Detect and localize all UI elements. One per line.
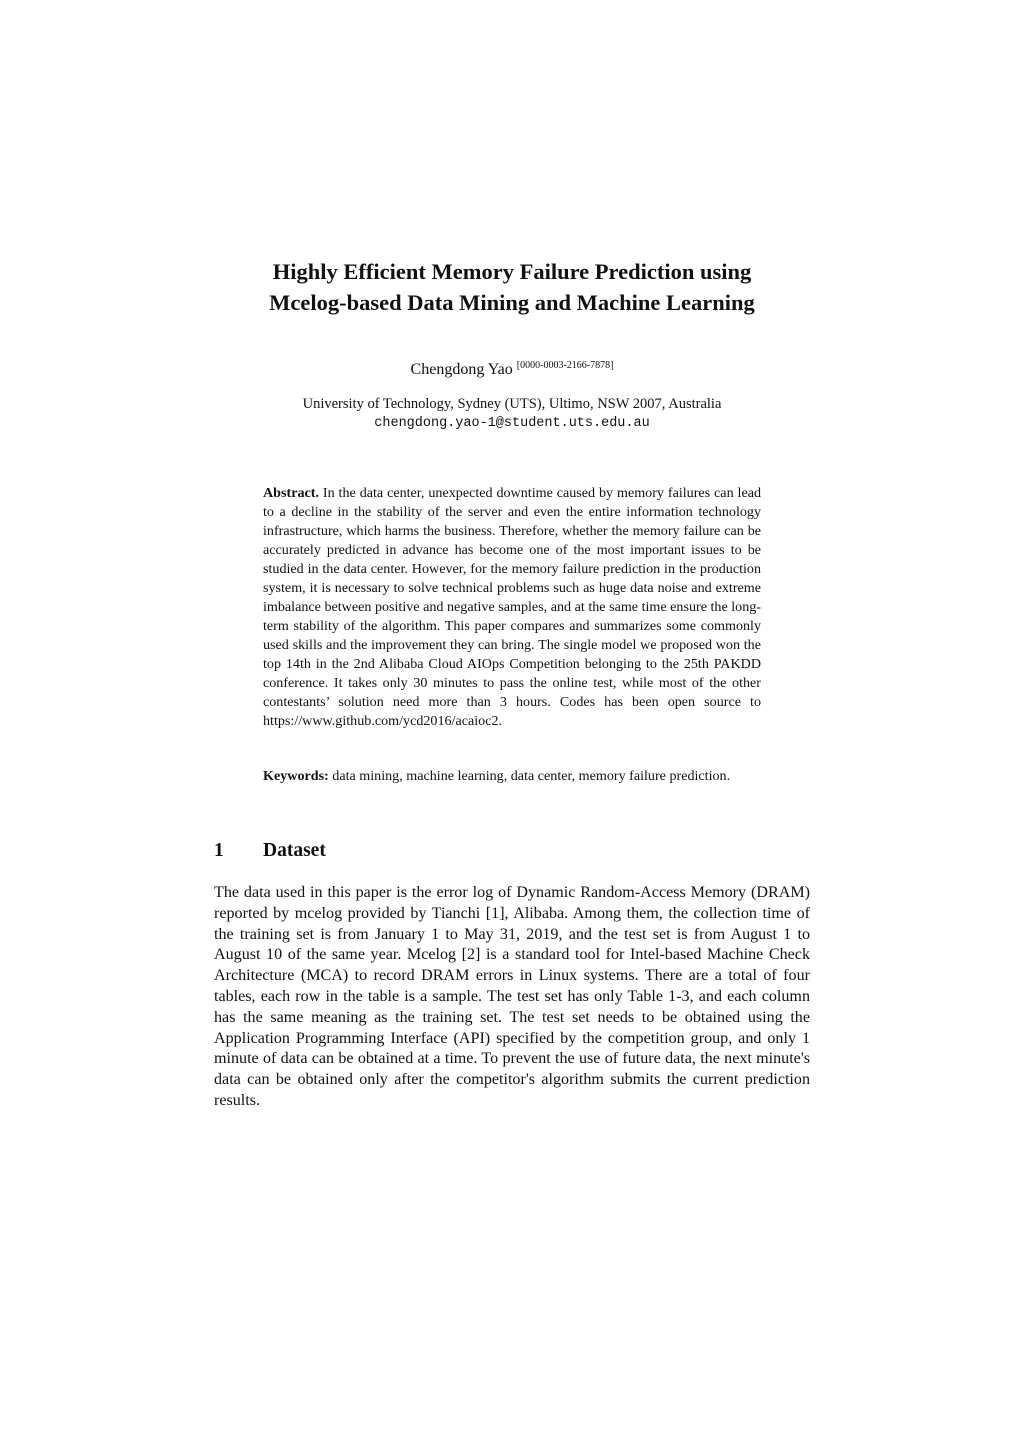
section-body: The data used in this paper is the error log of Dynamic Random-Access Memory (DRAM) reported by mcelog provided by Tianchi [1], Alibaba. Among them, the collection time of the training set is from January 1 to May 31, 2019, and the test set is from August 1 to August 10 of the same year. Mcelog [2] is a standard tool for Intel-based Machine Check Architecture (MCA) to record DRAM errors in Linux systems. There are a total of four tables, each row in the table is a sample. The test set has only Table 1-3, and each column has the same meaning as the training set. The test set needs to be obtained using the Application Programming Interface (API) specified by the competition group, and only 1 minute of data can be obtained at a time. To prevent the use of future data, the next minute's data can be obtained only after the competitor's algorithm submits the current prediction results. <box>214 884 810 1109</box>
abstract-text: In the data center, unexpected downtime caused by memory failures can lead to a decline in the stability of the server and even the entire information technology infrastructure, which harms the business. Therefore, whether the memory failure can be accurately predicted in advance has become one of the most important issues to be studied in the data center. However, for the memory failure prediction in the production system, it is necessary to solve technical problems such as huge data noise and extreme imbalance between positive and negative samples, and at the same time ensure the long-term stability of the algorithm. This paper compares and summarizes some commonly used skills and the improvement they can bring. The single model we proposed won the top 14th in the 2nd Alibaba Cloud AIOps Competition belonging to the 25th PAKDD conference. It takes only 30 minutes to pass the online test, while most of the other contestants’ solution need more than 3 hours. Codes has been open source to https://www.github.com/ycd2016/acaioc2. <box>263 485 761 729</box>
section-title: Dataset <box>263 840 326 861</box>
keywords <box>263 767 761 787</box>
keywords-label: Keywords: <box>263 768 329 784</box>
abstract <box>263 484 761 731</box>
author-block <box>150 355 874 381</box>
section-number: 1 <box>214 840 224 861</box>
author-email: chengdong.yao-1@student.uts.edu.au <box>374 416 650 431</box>
author-orcid: [0000-0003-2166-7878] <box>516 360 614 371</box>
author-name: Chengdong Yao <box>410 361 513 378</box>
abstract-label: Abstract. <box>263 485 319 501</box>
title-line-1: Highly Efficient Memory Failure Prediction using <box>272 259 752 284</box>
keywords-text: data mining, machine learning, data center, memory failure prediction. <box>332 768 731 784</box>
section-heading <box>214 838 814 864</box>
affiliation: University of Technology, Sydney (UTS), Ultimo, NSW 2007, Australia <box>302 396 722 412</box>
title-line-2: Mcelog-based Data Mining and Machine Learning <box>269 290 755 315</box>
affiliation-block <box>150 395 874 433</box>
paper-title <box>150 256 874 318</box>
